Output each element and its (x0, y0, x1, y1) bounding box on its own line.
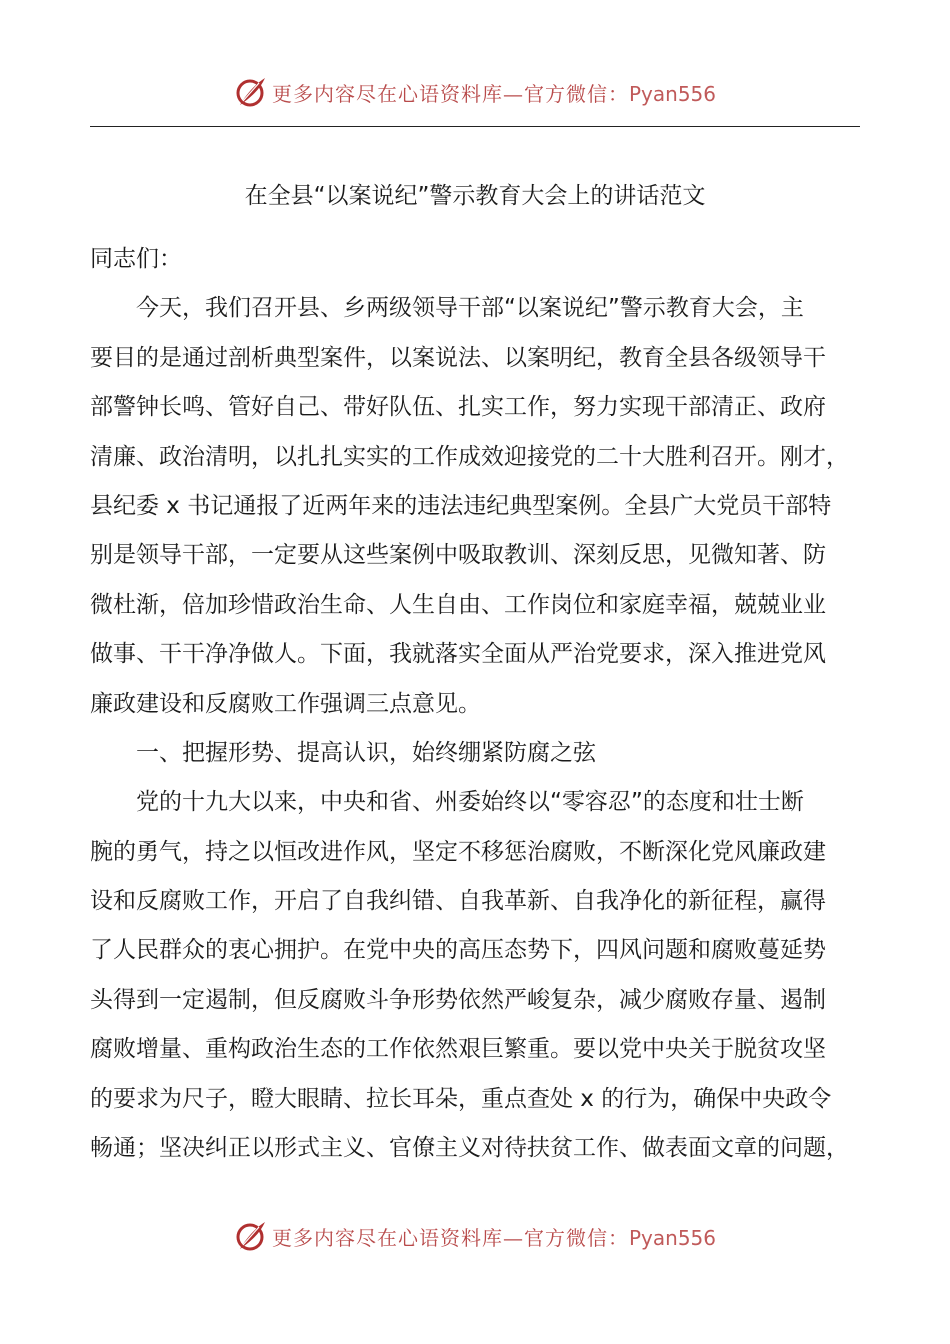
paragraph-line: 的要求为尺子，瞪大眼睛、拉长耳朵，重点查处 x 的行为，确保中央政令 (90, 1085, 832, 1112)
paragraph-line: 微杜渐，倍加珍惜政治生命、人生自由、工作岗位和家庭幸福，兢兢业业 (90, 591, 826, 618)
paragraph-line: 廉政建设和反腐败工作强调三点意见。 (90, 690, 481, 717)
paragraph-line: 畅通；坚决纠正以形式主义、官僚主义对待扶贫工作、做表面文章的问题， (90, 1135, 849, 1162)
document-title: 在全县“以案说纪”警示教育大会上的讲话范文 (244, 183, 706, 209)
paragraph-line: 清廉、政治清明，以扎扎实实的工作成效迎接党的二十大胜利召开。刚才， (90, 443, 849, 470)
quill-logo-icon (234, 1219, 268, 1253)
footer-wechat-id: Pyan556 (628, 1225, 716, 1250)
paragraph-line: 别是领导干部，一定要从这些案例中吸取教训、深刻反思，见微知著、防 (90, 542, 826, 569)
document-body (90, 235, 870, 1173)
paragraph-line: 做事、干干净净做人。下面，我就落实全面从严治党要求，深入推进党风 (90, 641, 826, 668)
paragraph-line: 腐败增量、重构政治生态的工作依然艰巨繁重。要以党中央关于脱贫攻坚 (90, 1036, 826, 1063)
quill-logo-icon (234, 75, 268, 109)
salutation: 同志们： (90, 246, 182, 272)
paragraph-line: 要目的是通过剖析典型案件，以案说法、以案明纪，教育全县各级领导干 (90, 344, 826, 371)
paragraph-line: 头得到一定遏制，但反腐败斗争形势依然严峻复杂，减少腐败存量、遏制 (90, 986, 826, 1013)
footer-banner (0, 1212, 950, 1260)
paragraph-line: 县纪委 x 书记通报了近两年来的违法违纪典型案例。全县广大党员干部特 (90, 492, 832, 519)
paragraph-line: 了人民群众的衷心拥护。在党中央的高压态势下，四风问题和腐败蔓延势 (90, 937, 826, 964)
paragraph-line: 党的十九大以来，中央和省、州委始终以“零容忍”的态度和壮士断 (136, 789, 804, 816)
paragraph-line: 今天，我们召开县、乡两级领导干部“以案说纪”警示教育大会，主 (136, 295, 804, 322)
footer-banner-text: 更多内容尽在心语资料库—官方微信：Pyan556 (271, 1225, 716, 1250)
paragraph-line: 部警钟长鸣、管好自己、带好队伍、扎实工作，努力实现干部清正、政府 (90, 394, 826, 421)
paragraph-line: 设和反腐败工作，开启了自我纠错、自我革新、自我净化的新征程，赢得 (90, 888, 826, 915)
paragraph-line: 腕的勇气，持之以恒改进作风，坚定不移惩治腐败，不断深化党风廉政建 (90, 838, 826, 865)
header-divider (90, 126, 860, 127)
header-wechat-id: Pyan556 (628, 81, 716, 106)
section-heading: 一、把握形势、提高认识，始终绷紧防腐之弦 (136, 739, 596, 766)
header-banner-text: 更多内容尽在心语资料库—官方微信：Pyan556 (271, 81, 716, 106)
header-banner (0, 68, 950, 116)
